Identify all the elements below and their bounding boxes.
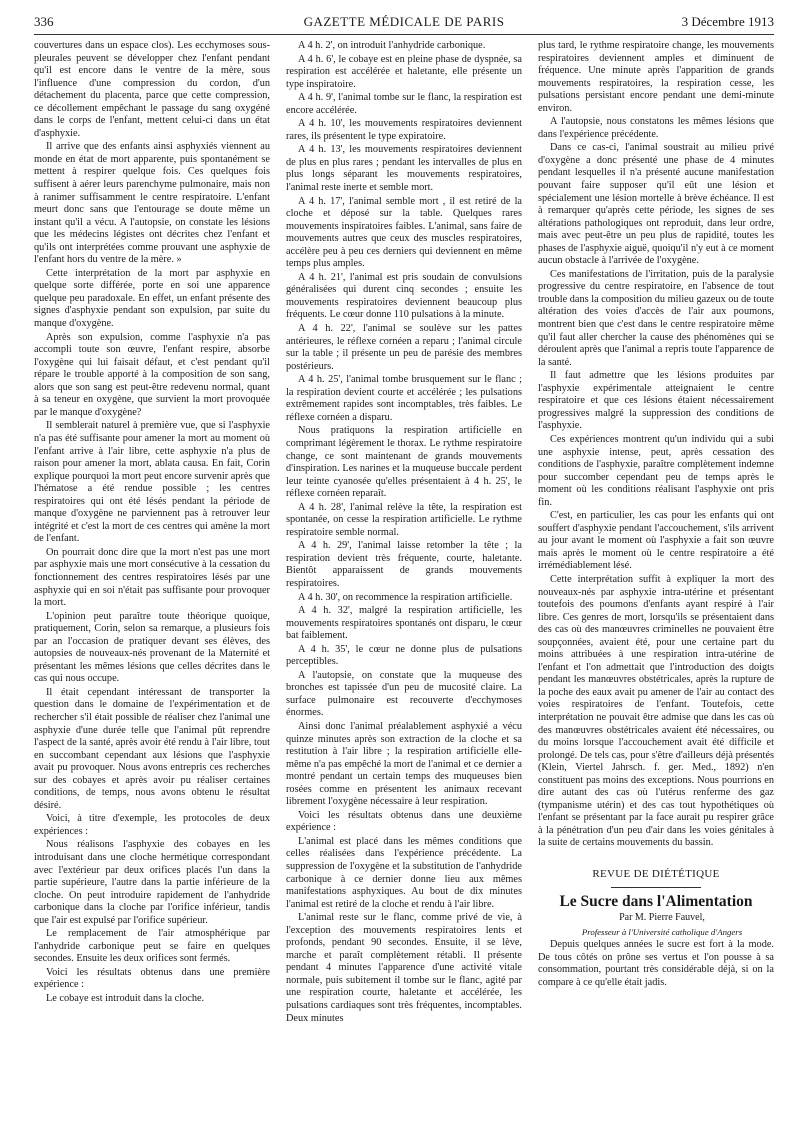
paragraph: Le remplacement de l'air atmosphérique par l'anhydride carbonique peut se faire en quelques secondes. Ensuite les deux orifices sont fermés. (34, 928, 270, 965)
page-header (34, 12, 774, 32)
paragraph: Le cobaye est introduit dans la cloche. (46, 993, 205, 1005)
paragraph: Ces manifestations de l'irritation, puis de la paralysie progressive du centre respiratoire, en l'absence de tout trouble dans la composition du milieu gazeux ou de toute altération des voies d'accès de l'air aux poumons, montrent bien que c'est dans le centre respiratoire même qu'il faut aller chercher la cause des phénomènes qui se déroulent après que l'animal a repris toute l'apparence de la santé. (538, 268, 774, 368)
paragraph: Cette interprétation de la mort par asphyxie en quelque sorte différée, porte en soi une apparence quelque peu paradoxale. En effet, un enfant présente des signes d'asphyxie pendant son expulsion, par suite du manque d'oxygène. (34, 267, 270, 330)
paragraph: Ainsi donc l'animal préalablement asphyxié a vécu quinze minutes après son extraction de la cloche et sa restitution à l'air libre ; la respiration artificielle elle-même n'a pas empêché la mort de l'animal et ce dernier a montré pendant un certain temps des muqueuses bien rosées comme en présentent les animaux recevant librement l'oxygène nécessaire à leur respiration. (286, 720, 522, 808)
paragraph: A 4 h. 29', l'animal laisse retomber la tête ; la respiration devient très fréquente, courte, haletante. Bientôt apparaissent de grands mouvements respiratoires. (286, 540, 522, 589)
paragraph: A 4 h. 25', l'animal tombe brusquement sur le flanc ; la respiration devient courte et accélérée ; les pulsations extrêmement rapides sont incomptables, très faibles. Le réflexe cornéen a disparu. (286, 374, 522, 423)
section-heading: REVUE DE DIÉTÉTIQUE (592, 868, 720, 880)
paragraph: Après son expulsion, comme l'asphyxie n'a pas accompli toute son œuvre, l'enfant respire, absorbe l'oxygène qui lui faisait défaut, et c'est pendant qu'il répare le trouble apporté à la composition de son sang, alors que son sang est peut-être redevenu normal, quant à sa teneur en oxygène, que survient la mort provoquée par le manque d'oxygène? (34, 331, 270, 418)
section-rule (611, 887, 701, 888)
column-1 (34, 40, 270, 1135)
paragraph: Voici les résultats obtenus dans une première expérience : (34, 966, 270, 991)
paragraph: Il arrive que des enfants ainsi asphyxiés viennent au monde en état de mort apparente, puis spontanément se mettent à respirer quelque fois. Ces quelques fois suffisent à aérer leurs parenchyme pulmonaire, mais non à ranimer suffisamment le centre respiratoire. L'enfant meurt donc sans que l'entourage se doute même un instant qu'il a vécu. A l'autopsie, on constate les lésions que les médecins légistes ont décrites chez l'enfant et qu'ils ont interprétées comme prouvant une asphyxie de l'enfant hors du ventre de la mère. » (34, 141, 270, 266)
paragraph: A 4 h. 32', malgré la respiration artificielle, les mouvements respiratoires spontanés ont disparu, le cœur bat faiblement. (286, 605, 522, 642)
author-affiliation: Professeur à l'Université catholique d'Angers (581, 926, 743, 937)
paragraph: L'animal reste sur le flanc, comme privé de vie, à l'exception des mouvements respiratoires lents et profonds, pendant 90 secondes. Ensuite, il se lève, marche et paraît complètement rétabli. Il présente pendant 4 minutes l'apparence d'une activité vitale normale, puis subitement il tombe sur le flanc, agité par une respiration courte, haletante et accélérée, les pulsations cardiaques sont très fréquentes, incomptables. Deux minutes (286, 912, 522, 1024)
paragraph: A 4 h. 30', on recommence la respiration artificielle. (298, 591, 513, 603)
paragraph: Voici les résultats obtenus dans une deuxième expérience : (286, 809, 522, 834)
paragraph: Il semblerait naturel à première vue, que si l'asphyxie n'a pas été suffisante pour amener la mort au moment où l'enfant arrive à l'air libre, cette asphyxie n'a plus de raison pour amener la mort, ablata causa. En fait, Corin explique pourquoi la mort peut encore survenir après que l'hématose a été rendue possible ; les centres respiratoires qui ont été lésés pendant la période de manque d'oxygène ne parviennent pas à retrouver leur intégrité et c'est la mort de ces centres qui amène la mort de l'enfant. (34, 420, 270, 545)
page-number: 336 (34, 14, 54, 29)
article-author: Par M. Pierre Fauvel, (619, 912, 705, 924)
issue-date: 3 Décembre 1913 (681, 14, 774, 29)
column-2 (286, 40, 522, 1135)
paragraph: L'animal est placé dans les mêmes conditions que celles réalisées dans l'expérience précédente. La suppression de l'oxygène et la substitution de l'anhydride carbonique à ce dernier donne lieu aux mêmes manifestations asphyxiques. Au bout de dix minutes l'animal est retiré de la cloche et rendu à l'air libre. (286, 835, 522, 910)
paragraph: A 4 h. 21', l'animal est pris soudain de convulsions généralisées qui durent cinq secondes ; ensuite les mouvements respiratoires deviennent beaucoup plus fréquents. Le cœur donne 110 pulsations à la minute. (286, 271, 522, 321)
paragraph: A 4 h. 22', l'animal se soulève sur les pattes antérieures, le réflexe cornéen a reparu ; l'animal circule sur la table ; il présente un peu de parésie des membres postérieurs. (286, 323, 522, 372)
journal-title: GAZETTE MÉDICALE DE PARIS (303, 14, 505, 29)
paragraph: A 4 h. 6', le cobaye est en pleine phase de dyspnée, sa respiration est accélérée et haletante, elle présente un type inspiratoire. (286, 53, 522, 90)
paragraph: A l'autopsie, on constate que la muqueuse des bronches est tapissée d'un peu de mucosité claire. La surface pulmonaire est recouverte d'ecchymoses énormes. (286, 669, 522, 719)
paragraph: A l'autopsie, nous constatons les mêmes lésions que dans l'expérience précédente. (538, 116, 774, 140)
paragraph: A 4 h. 28', l'animal relève la tête, la respiration est spontanée, on cesse la respiration artificielle. Le rythme respiratoire semble normal. (286, 501, 522, 538)
paragraph: A 4 h. 13', les mouvements respiratoires deviennent de plus en plus rares ; pendant les intervalles de plus en plus longs séparant les mouvements respiratoires, l'animal reste inerte et semble mort. (286, 144, 522, 194)
paragraph: A 4 h. 17', l'animal semble mort , il est retiré de la cloche et déposé sur la table. Quelques rares mouvements inspiratoires faibles. L'animal, sans faire de mouvements autres que ceux des muscles respiratoires, accélère peu à peu ces derniers qui deviennent en même temps plus amples. (286, 195, 522, 270)
article-title: Le Sucre dans l'Alimentation (559, 892, 753, 910)
paragraph: Cette interprétation suffit à expliquer la mort des nouveaux-nés par asphyxie intra-utérine et présentant toutefois des poumons d'enfants ayant respiré à l'air libre. Ces genres de mort, lorsqu'ils se présentaient dans des cas où des manœuvres criminelles ne pouvaient être soupçonnées, avaient été, pour une certaine part du moins attribuées à une respiration intra-utérine de l'enfant et l'on admettait que l'introduction des doigts pendant les manœuvres obstétricales, après la rupture de la poche des eaux avait pu amener de l'air au contact des voies respiratoires de l'enfant. Toutefois, cette interprétation ne pouvait être admise que dans les cas où des manœuvres obstétricales avaient été nécessaires, ou du moins lorsque l'accouchement avait été difficile et prolongé. De tels cas, pour s'être d'ailleurs déjà présentés (Klein, Viertel Jahrsch. f. ger. Med., 1892) n'en constituent pas moins des exceptions. Nous pourrions en dire autant des cas où l'utérus renferme des gaz (tympanisme utérin) et des cas tout hypothétiques où l'enfant se présentant par la face aurait pu respirer grâce à la pénétration d'un peu d'air dans les voies génitales à la suite de certains mouvements du bassin. (538, 573, 774, 849)
paragraph: Depuis quelques années le sucre est fort à la mode. De tous côtés on prône ses vertus et l'on pousse à sa consommation, pourtant très considérable déjà, si on la compare à ce qu'elle était jadis. (538, 939, 774, 988)
paragraph: Il faut admettre que les lésions produites par l'asphyxie expérimentale atteignaient le centre respiratoire et que ces lésions étaient nécessairement progressives malgré la suppression des conditions de l'asphyxie. (538, 370, 774, 432)
paragraph: Dans ce cas-ci, l'animal soustrait au milieu privé d'oxygène a donc présenté une phase de 4 minutes pendant lesquelles il n'a présenté aucune manifestation pouvant faire supposer qu'il eût une lésion et spécialement une lésion mortelle à brève échéance. Il est à remarquer qu'après cette période, les signes de ses altérations pathologiques ont reproduit, dans leur ordre, mais avec peut-être un peu plus de rapidité, toutes les phases de l'asphyxie aiguë, quoiqu'il n'y eut à ce moment aucun obstacle à l'arrivée de l'oxygène. (538, 142, 774, 267)
paragraph: Ces expériences montrent qu'un individu qui a subi une asphyxie intense, peut, après cessation des conditions de l'asphyxie, paraître complètement indemne pour succomber cependant peu de temps après le moment où les conditions réalisant l'asphyxie ont pris fin. (538, 433, 774, 508)
paragraph: L'opinion peut paraître toute théorique quoique, pratiquement, Corin, selon sa remarque, a plusieurs fois par an l'occasion de pratiquer devant ses élèves, des autopsies de nouveaux-nés provenant de la Maternité et présentant les mêmes lésions que celles décrites dans le cas qui nous occupe. (34, 610, 270, 685)
header-rule (34, 34, 774, 35)
paragraph: A 4 h. 9', l'animal tombe sur le flanc, la respiration est encore accélérée. (286, 92, 522, 116)
paragraph: On pourrait donc dire que la mort n'est pas une mort par asphyxie mais une mort consécutive à la cessation du fonctionnement des centres respiratoires lésés par une asphyxie qui en soi n'était pas suffisante pour provoquer la mort. (34, 546, 270, 609)
paragraph: A 4 h. 35', le cœur ne donne plus de pulsations perceptibles. (286, 643, 522, 668)
paragraph: Nous réalisons l'asphyxie des cobayes en les introduisant dans une cloche hermétique correspondant avec l'extérieur par deux orifices placés l'un dans la partie supérieure, l'autre dans la partie inférieure de la cloche. On peut introduire rapidement de l'anhydride carbonique dans la cloche par l'orifice inférieur, tandis que l'air est expulsé par l'orifice supérieur. (34, 839, 270, 926)
paragraph: A 4 h. 10', les mouvements respiratoires deviennent rares, ils présentent le type expiratoire. (286, 118, 522, 142)
paragraph: C'est, en particulier, les cas pour les enfants qui ont souffert d'asphyxie pendant l'accouchement, s'ils arrivent au jour avant le moment où l'asphyxie a fait son œuvre mais après le moment où le centre respiratoire a été irrémédiablement lésé. (538, 510, 774, 572)
paragraph: Nous pratiquons la respiration artificielle en comprimant légèrement le thorax. Le rythme respiratoire change, ce sont maintenant de grands mouvements d'inspiration. Les narines et la muqueuse buccale perdent leur teinte cyanosée qu'elles présentaient à 4 h. 25', le réflexe cornéen reparaît. (286, 425, 522, 500)
paragraph: Voici, à titre d'exemple, les protocoles de deux expériences : (34, 813, 270, 837)
paragraph: A 4 h. 2', on introduit l'anhydride carbonique. (298, 40, 486, 51)
paragraph: plus tard, le rythme respiratoire change, les mouvements respiratoires deviennent amples et diminuent de fréquence. Une minute après l'apparition de grands mouvements respiratoires, la respiration cesse, les pulsations persistant encore pendant une demi-minute environ. (538, 40, 774, 114)
column-3 (538, 40, 774, 1135)
paragraph: Il était cependant intéressant de transporter la question dans le domaine de l'expérimentation et de rechercher s'il était possible de réaliser chez l'animal une asphyxie d'une durée telle que l'animal pût reprendre l'aspect de la santé, après avoir été rendu à l'air libre, tout en succombant cependant aux lésions que l'asphyxie avait pu provoquer. Nous avons entrepris ces recherches sur des cobayes et après avoir pu réaliser certaines conditions, de temps, nous avons obtenu le résultat désiré. (34, 686, 270, 811)
paragraph: couvertures dans un espace clos). Les ecchymoses sous-pleurales peuvent se développer chez l'enfant pendant qu'il est encore dans le ventre de la mère, sous l'influence d'une compression du cordon, d'un détachement du placenta, parce que cette compression, ce décollement empêchant le passage du sang oxygéné dans le corps de l'enfant, mettent celui-ci dans un état d'asphyxie. (34, 40, 270, 139)
